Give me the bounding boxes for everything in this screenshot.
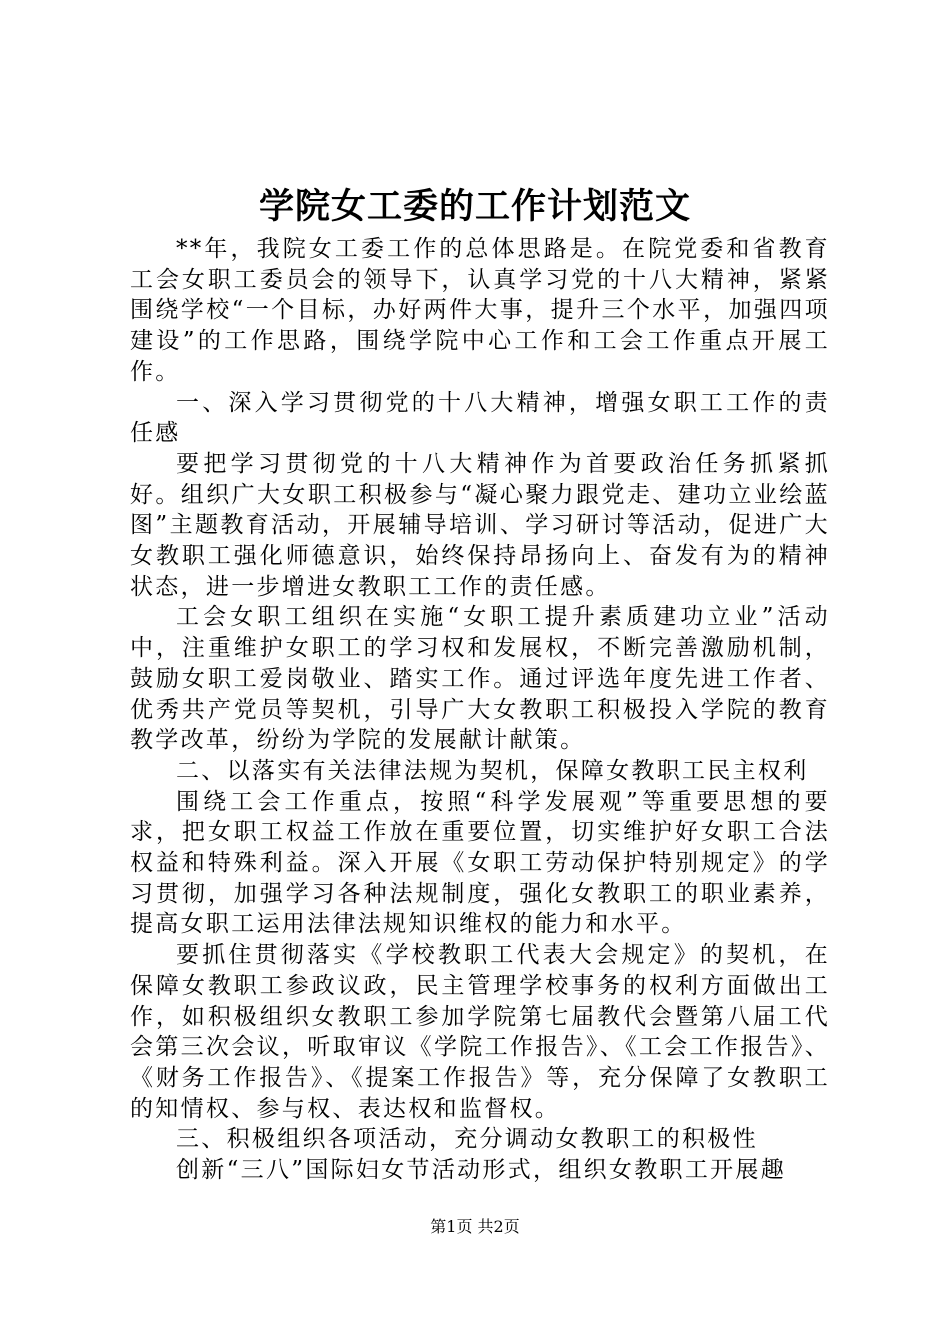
section-heading-1: 一、深入学习贯彻党的十八大精神，增强女职工工作的责任感 [130,389,830,447]
paragraph: 要把学习贯彻党的十八大精神作为首要政治任务抓紧抓好。组织广大女职工积极参与“凝心聚力跟党走、建功立业绘蓝图”主题教育活动，开展辅导培训、学习研讨等活动，促进广大女教职工强化师德意识，始终保持昂扬向上、奋发有为的精神状态，进一步增进女教职工工作的责任感。 [130,450,830,600]
paragraph: 工会女职工组织在实施“女职工提升素质建功立业”活动中，注重维护女职工的学习权和发展权，不断完善激励机制，鼓励女职工爱岗敬业、踏实工作。通过评选年度先进工作者、优秀共产党员等契机，引导广大女教职工积极投入学院的教育教学改革，纷纷为学院的发展献计献策。 [130,604,830,754]
document-body [130,234,830,1186]
paragraph-intro: **年，我院女工委工作的总体思路是。在院党委和省教育工会女职工委员会的领导下，认真学习党的十八大精神，紧紧围绕学校“一个目标，办好两件大事，提升三个水平，加强四项建设”的工作思路，围绕学院中心工作和工会工作重点开展工作。 [130,236,830,385]
section-heading-2: 二、以落实有关法律法规为契机，保障女教职工民主权利 [176,757,809,784]
section-heading-3: 三、积极组织各项活动，充分调动女教职工的积极性 [176,1126,758,1153]
paragraph: 要抓住贯彻落实《学校教职工代表大会规定》的契机，在保障女教职工参政议政，民主管理学校事务的权利方面做出工作，如积极组织女教职工参加学院第七届教代会暨第八届工代会第三次会议，听取审议《学院工作报告》、《工会工作报告》、《财务工作报告》、《提案工作报告》等，充分保障了女教职工的知情权、参与权、表达权和监督权。 [130,942,830,1122]
paragraph: 创新“三八”国际妇女节活动形式，组织女教职工开展趣 [176,1157,787,1184]
paragraph: 围绕工会工作重点，按照“科学发展观”等重要思想的要求，把女职工权益工作放在重要位置，切实维护好女职工合法权益和特殊利益。深入开展《女职工劳动保护特别规定》的学习贯彻，加强学习各种法规制度，强化女教职工的职业素养，提高女职工运用法律法规知识维权的能力和水平。 [130,788,830,938]
document-title: 学院女工委的工作计划范文 [258,186,691,227]
page-number-footer: 第1页 共2页 [430,1217,520,1236]
